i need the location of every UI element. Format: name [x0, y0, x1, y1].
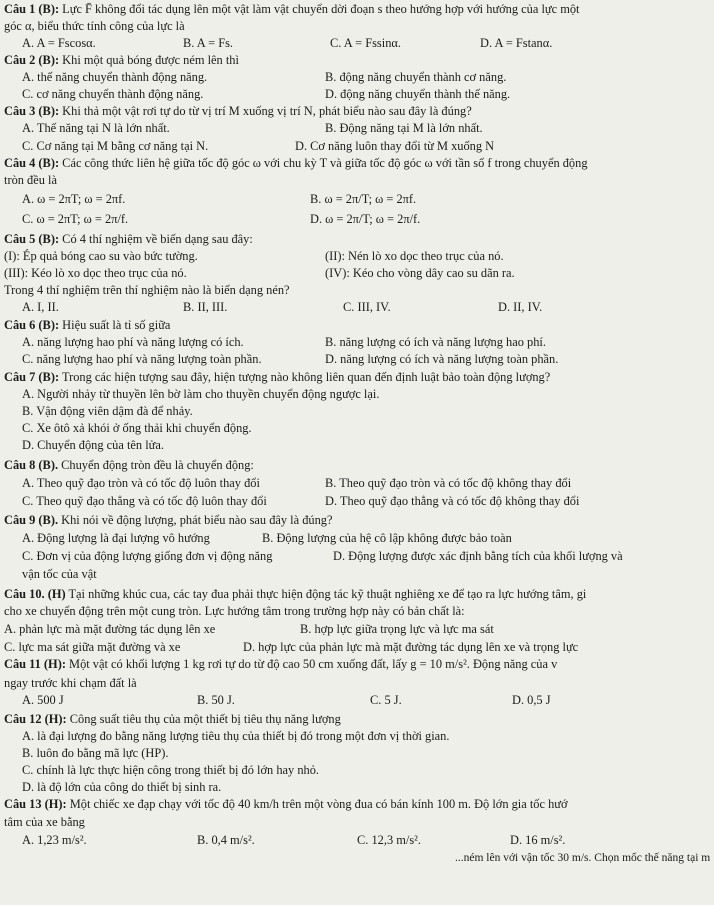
q5-item-1: (I): Ép quả bóng cao su vào bức tường. — [4, 249, 198, 263]
q10-option-c: C. lực ma sát giữa mặt đường và xe — [4, 640, 181, 654]
q7-option-a: A. Người nhảy từ thuyền lên bờ làm cho thuyền chuyển động ngược lại. — [22, 387, 380, 401]
q8-line: Câu 8 (B). Chuyển động tròn đều là chuyển động: — [4, 458, 254, 472]
q5-option-d: D. II, IV. — [498, 300, 543, 314]
q10-line-1: Câu 10. (H) Tại những khúc cua, các tay đua phải thực hiện động tác kỹ thuật nghiêng xe để tạo ra lực hướng tâm, gi — [4, 587, 587, 601]
q3-option-a: A. Thế năng tại N là lớn nhất. — [22, 121, 170, 135]
q6-option-d: D. năng lượng có ích và năng lượng toàn phần. — [325, 352, 559, 366]
q3-option-c: C. Cơ năng tại M bằng cơ năng tại N. — [22, 139, 209, 153]
q9-option-a: A. Động lượng là đại lượng vô hướng — [22, 531, 210, 545]
q7-option-d: D. Chuyển động của tên lửa. — [22, 438, 164, 452]
q8-option-b: B. Theo quỹ đạo tròn và có tốc độ không thay đổi — [325, 476, 572, 490]
q5-option-b: B. II, III. — [183, 300, 228, 314]
q8-option-d: D. Theo quỹ đạo thẳng và có tốc độ không thay đổi — [325, 494, 580, 508]
q9-option-b: B. Động lượng của hệ cô lập không được bảo toàn — [262, 531, 512, 545]
q12-option-a: A. là đại lượng đo bằng năng lượng tiêu thụ của thiết bị đó trong một đơn vị thời gian. — [22, 729, 450, 743]
q11-option-d: D. 0,5 J — [512, 693, 551, 707]
q3-option-b: B. Động năng tại M là lớn nhất. — [325, 121, 483, 135]
q5-item-3: (III): Kéo lò xo dọc theo trục của nó. — [4, 266, 187, 280]
q11-option-c: C. 5 J. — [370, 693, 402, 707]
q2-line: Câu 2 (B): Khi một quả bóng được ném lên thì — [4, 53, 239, 67]
q11-line-2: ngay trước khi chạm đất là — [4, 676, 137, 690]
q3-option-d: D. Cơ năng luôn thay đổi từ M xuống N — [295, 139, 495, 153]
q2-option-b: B. động năng chuyển thành cơ năng. — [325, 70, 507, 84]
q1-option-a: A. A = Fscosα. — [22, 36, 96, 50]
q2-option-c: C. cơ năng chuyển thành động năng. — [22, 87, 204, 101]
q6-line: Câu 6 (B): Hiệu suất là tỉ số giữa — [4, 318, 171, 332]
q7-option-c: C. Xe ôtô xả khói ở ống thải khi chuyển động. — [22, 421, 252, 435]
q10-line-2: cho xe chuyển động trên một cung tròn. Lực hướng tâm trong trường hợp này có bản chất là: — [4, 604, 465, 618]
q13-option-d: D. 16 m/s². — [510, 833, 566, 847]
q12-option-d: D. là độ lớn của công do thiết bị sinh ra. — [22, 780, 222, 794]
q5-option-a: A. I, II. — [22, 300, 59, 314]
q13-line-2: tâm của xe bằng — [4, 815, 85, 829]
q1-line-1: Câu 1 (B): Lực F̄ không đổi tác dụng lên một vật làm vật chuyển dời đoạn s theo hướng hợp với hướng của lực một — [4, 2, 580, 16]
q2-option-d: D. động năng chuyển thành thế năng. — [325, 87, 511, 101]
q1-option-c: C. A = Fssinα. — [330, 36, 401, 50]
q11-option-b: B. 50 J. — [197, 693, 235, 707]
q9-line: Câu 9 (B). Khi nói về động lượng, phát biểu nào sau đây là đúng? — [4, 513, 333, 527]
q1-option-b: B. A = Fs. — [183, 36, 234, 50]
q3-line: Câu 3 (B): Khi thả một vật rơi tự do từ vị trí M xuống vị trí N, phát biểu nào sau đây là đúng? — [4, 104, 472, 118]
q13-option-a: A. 1,23 m/s². — [22, 833, 87, 847]
q12-option-c: C. chính là lực thực hiện công trong thiết bị đó lớn hay nhỏ. — [22, 763, 320, 777]
q2-option-a: A. thế năng chuyển thành động năng. — [22, 70, 208, 84]
q10-option-d: D. hợp lực của phản lực mà mặt đường tác dụng lên xe và trọng lực — [243, 640, 579, 654]
q9-option-c: C. Đơn vị của động lượng giống đơn vị động năng — [22, 549, 273, 563]
q5-item-2: (II): Nén lò xo dọc theo trục của nó. — [325, 249, 504, 263]
q4-line-1: Câu 4 (B): Các công thức liên hệ giữa tốc độ góc ω với chu kỳ T và giữa tốc độ góc ω với tần số f trong chuyển động — [4, 156, 588, 170]
q4-option-c: C. ω = 2πT; ω = 2π/f. — [22, 212, 129, 226]
q10-option-a: A. phản lực mà mặt đường tác dụng lên xe — [4, 622, 216, 636]
q13-line-1: Câu 13 (H): Một chiếc xe đạp chạy với tốc độ 40 km/h trên một vòng đua có bán kính 100 m. Độ lớn gia tốc hướ — [4, 797, 568, 811]
q10-option-b: B. hợp lực giữa trọng lực và lực ma sát — [300, 622, 494, 636]
q4-option-d: D. ω = 2π/T; ω = 2π/f. — [310, 212, 421, 226]
q7-line: Câu 7 (B): Trong các hiện tượng sau đây, hiện tượng nào không liên quan đến định luật bảo toàn động lượng? — [4, 370, 551, 384]
q4-option-a: A. ω = 2πT; ω = 2πf. — [22, 192, 126, 206]
q11-option-a: A. 500 J — [22, 693, 64, 707]
q4-option-b: B. ω = 2π/T; ω = 2πf. — [310, 192, 417, 206]
q6-option-a: A. năng lượng hao phí và năng lượng có ích. — [22, 335, 244, 349]
q1-option-d: D. A = Fstanα. — [480, 36, 553, 50]
q13-option-c: C. 12,3 m/s². — [357, 833, 421, 847]
q7-option-b: B. Vận động viên dậm đà để nhảy. — [22, 404, 193, 418]
q5-line: Câu 5 (B): Có 4 thí nghiệm về biến dạng sau đây: — [4, 232, 253, 246]
q11-line-1: Câu 11 (H): Một vật có khối lượng 1 kg rơi tự do từ độ cao 50 cm xuống đất, lấy g = 10 m/s². Động năng của v — [4, 657, 558, 671]
q8-option-c: C. Theo quỹ đạo thẳng và có tốc độ luôn thay đổi — [22, 494, 267, 508]
q6-option-b: B. năng lượng có ích và năng lượng hao phí. — [325, 335, 546, 349]
q5-question: Trong 4 thí nghiệm trên thí nghiệm nào là biến dạng nén? — [4, 283, 290, 297]
q6-option-c: C. năng lượng hao phí và năng lượng toàn phần. — [22, 352, 262, 366]
q1-line-2: góc α, biểu thức tính công của lực là — [4, 19, 185, 33]
q9-option-d: D. Động lượng được xác định bằng tích của khối lượng và — [333, 549, 623, 563]
q12-option-b: B. luôn đo bằng mã lực (HP). — [22, 746, 169, 760]
q9-option-d-cont: vận tốc của vật — [22, 567, 97, 581]
q4-line-2: tròn đều là — [4, 173, 57, 187]
q5-item-4: (IV): Kéo cho vòng dây cao su dãn ra. — [325, 266, 515, 280]
q14-fragment: ...ném lên với vận tốc 30 m/s. Chọn mốc thế năng tại m — [455, 852, 711, 864]
q5-option-c: C. III, IV. — [343, 300, 391, 314]
q12-line: Câu 12 (H): Công suất tiêu thụ của một thiết bị tiêu thụ năng lượng — [4, 712, 341, 726]
q1-text: Lực F̄ không đổi tác dụng lên một vật làm vật chuyển dời đoạn s theo hướng hợp với hướng của lực một — [59, 2, 580, 16]
q8-option-a: A. Theo quỹ đạo tròn và có tốc độ luôn thay đổi — [22, 476, 260, 490]
q13-option-b: B. 0,4 m/s². — [197, 833, 255, 847]
